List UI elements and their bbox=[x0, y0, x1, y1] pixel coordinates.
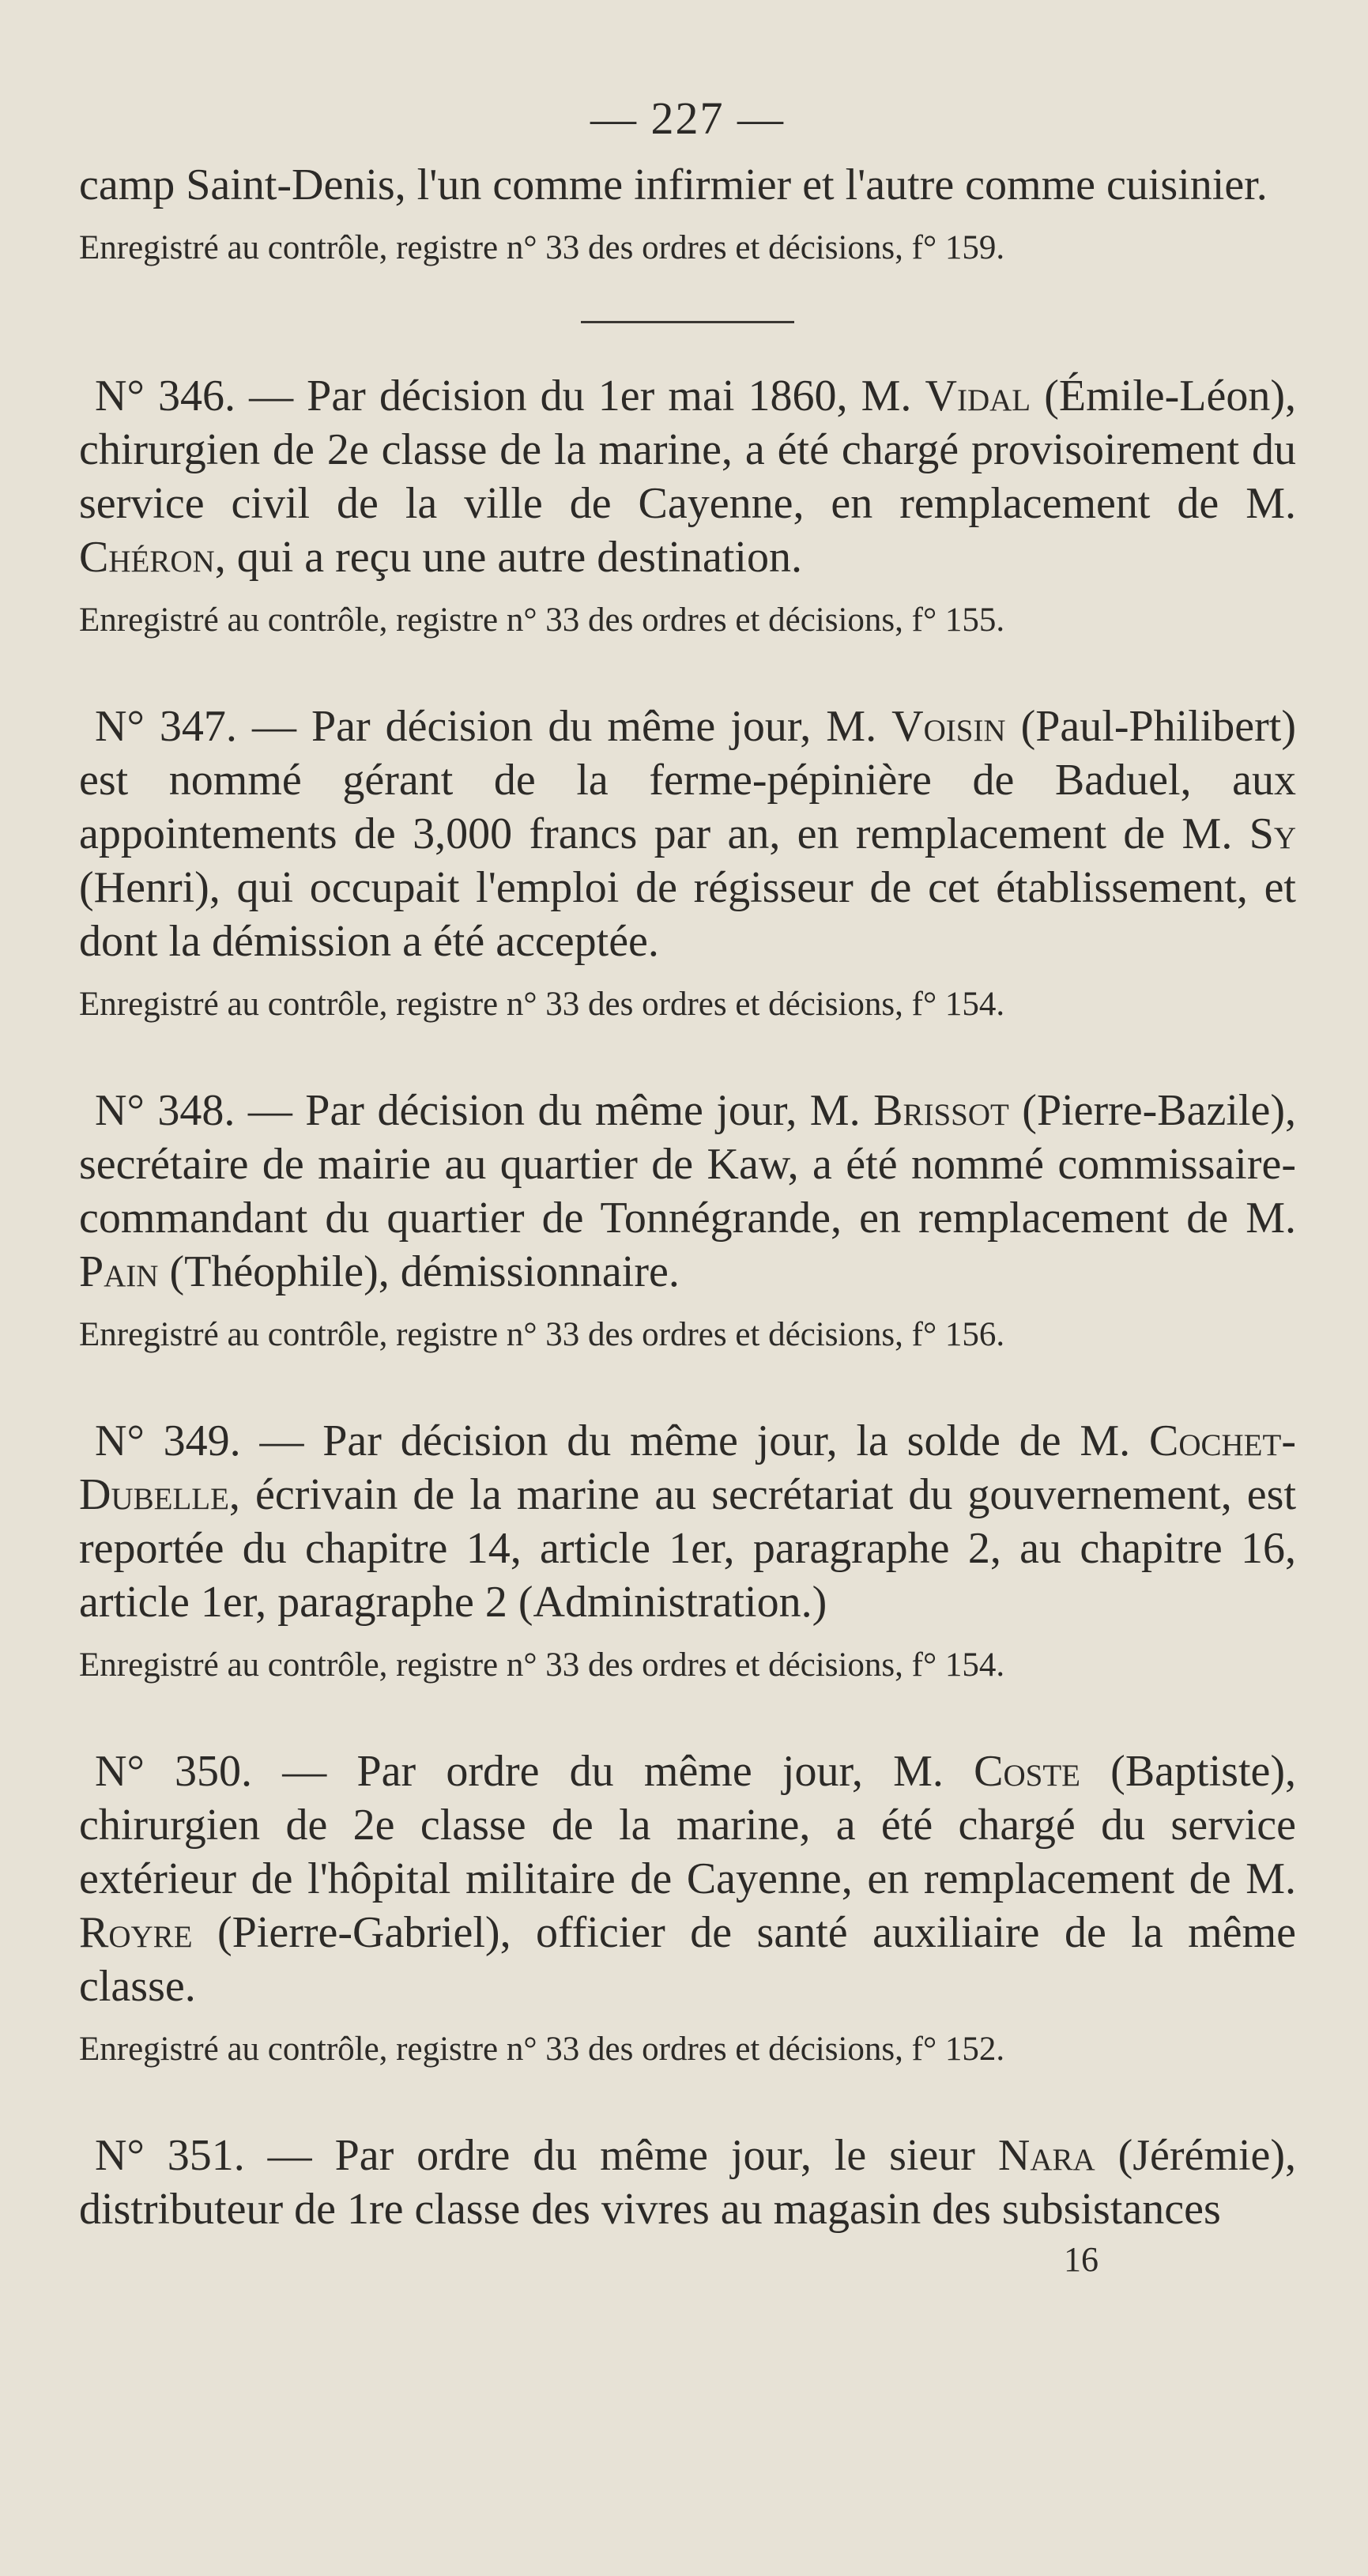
section-separator bbox=[581, 321, 794, 323]
entry-text-after: (Jérémie), distributeur de 1re classe des vivres au magasin des subsistances bbox=[79, 2131, 1297, 2234]
entry-second-name: Pain bbox=[79, 1247, 159, 1296]
registration-note: Enregistré au contrôle, registre n° 33 des ordres et décisions, f° 154. bbox=[79, 1646, 1005, 1684]
entry-second-name: Sy bbox=[1249, 809, 1296, 858]
registration-note: Enregistré au contrôle, registre n° 33 des ordres et décisions, f° 154. bbox=[79, 986, 1005, 1023]
decision-entry bbox=[79, 1084, 1296, 1359]
registration-note: Enregistré au contrôle, registre n° 33 des ordres et décisions, f° 155. bbox=[79, 602, 1005, 639]
entry-text-before: — Par décision du 1er mai 1860, M. bbox=[235, 372, 925, 421]
decision-text bbox=[79, 1084, 1296, 1299]
decision-entry bbox=[79, 1744, 1296, 2073]
entry-text-end: (Pierre-Gabriel), officier de santé auxiliaire de la même classe. bbox=[79, 1908, 1296, 2011]
decision-text bbox=[79, 2129, 1296, 2236]
entry-text-after: , écrivain de la marine au secrétariat du gouvernement, est reportée du chapitre 14, article 1er, paragraphe 2, au chapitre 16, article 1er, paragraphe 2 (Administration.) bbox=[79, 1470, 1296, 1627]
decision-text bbox=[79, 1744, 1296, 2013]
entry-text-before: — Par ordre du même jour, le sieur bbox=[244, 2131, 998, 2180]
document-page bbox=[79, 87, 1296, 2284]
registration-note: Enregistré au contrôle, registre n° 33 des ordres et décisions, f° 156. bbox=[79, 1316, 1005, 1353]
decision-text bbox=[79, 700, 1296, 968]
entry-number: N° 349. bbox=[95, 1416, 241, 1465]
entry-person-name: Coste bbox=[974, 1747, 1080, 1796]
decision-text bbox=[79, 1414, 1296, 1629]
signature-mark: 16 bbox=[1064, 2240, 1099, 2279]
entry-person-name: Brissot bbox=[873, 1086, 1009, 1135]
intro-paragraph: camp Saint-Denis, l'un comme infirmier et l'autre comme cuisinier. bbox=[79, 160, 1268, 209]
intro-registration-note: Enregistré au contrôle, registre n° 33 des ordres et décisions, f° 159. bbox=[79, 229, 1005, 266]
decision-entry bbox=[79, 2129, 1296, 2236]
entry-text-after: (Baptiste), chirurgien de 2e classe de la marine, a été chargé du service extérieur de l'hôpital militaire de Cayenne, en remplacement de M. bbox=[79, 1747, 1297, 1903]
entry-person-name: Nara bbox=[997, 2131, 1095, 2180]
entry-text-after: (Émile-Léon), chirurgien de 2e classe de la marine, a été chargé provisoirement du service civil de la ville de Cayenne, en remplacement de M. bbox=[79, 372, 1296, 528]
decision-entry bbox=[79, 1414, 1296, 1689]
entry-number: N° 351. bbox=[95, 2131, 245, 2180]
entry-text-end: (Henri), qui occupait l'emploi de régisseur de cet établissement, et dont la démission a été acceptée. bbox=[79, 863, 1296, 966]
decision-text bbox=[79, 369, 1296, 584]
entry-number: N° 350. bbox=[95, 1747, 253, 1796]
entry-second-name: Royre bbox=[79, 1908, 193, 1957]
decision-entry bbox=[79, 369, 1296, 644]
page-number: — 227 — bbox=[590, 92, 785, 144]
entry-text-before: — Par ordre du même jour, M. bbox=[252, 1747, 974, 1796]
entry-text-after: (Pierre-Bazile), secrétaire de mairie au quartier de Kaw, a été nommé commissaire-commandant du quartier de Tonnégrande, en remplacement de M. bbox=[79, 1086, 1296, 1243]
entry-number: N° 346. bbox=[95, 372, 236, 421]
entry-person-name: Cochet-Dubelle bbox=[79, 1416, 1296, 1519]
entry-person-name: Voisin bbox=[891, 702, 1006, 751]
entry-text-end: , qui a reçu une autre destination. bbox=[214, 533, 802, 582]
entry-text-before: — Par décision du même jour, M. bbox=[236, 702, 892, 751]
entry-second-name: Chéron bbox=[79, 533, 215, 582]
entry-text-after: (Paul-Philibert) est nommé gérant de la ferme-pépinière de Baduel, aux appointements de 3,000 francs par an, en remplacement de M. bbox=[79, 702, 1296, 858]
entry-text-before: — Par décision du même jour, M. bbox=[235, 1086, 874, 1135]
entry-number: N° 348. bbox=[95, 1086, 236, 1135]
entries-list bbox=[79, 369, 1296, 2236]
entry-person-name: Vidal bbox=[925, 372, 1031, 421]
entry-text-end: (Théophile), démissionnaire. bbox=[158, 1247, 680, 1296]
entry-text-before: — Par décision du même jour, la solde de M. bbox=[240, 1416, 1149, 1465]
decision-entry bbox=[79, 700, 1296, 1028]
registration-note: Enregistré au contrôle, registre n° 33 des ordres et décisions, f° 152. bbox=[79, 2031, 1005, 2068]
entry-number: N° 347. bbox=[95, 702, 237, 751]
